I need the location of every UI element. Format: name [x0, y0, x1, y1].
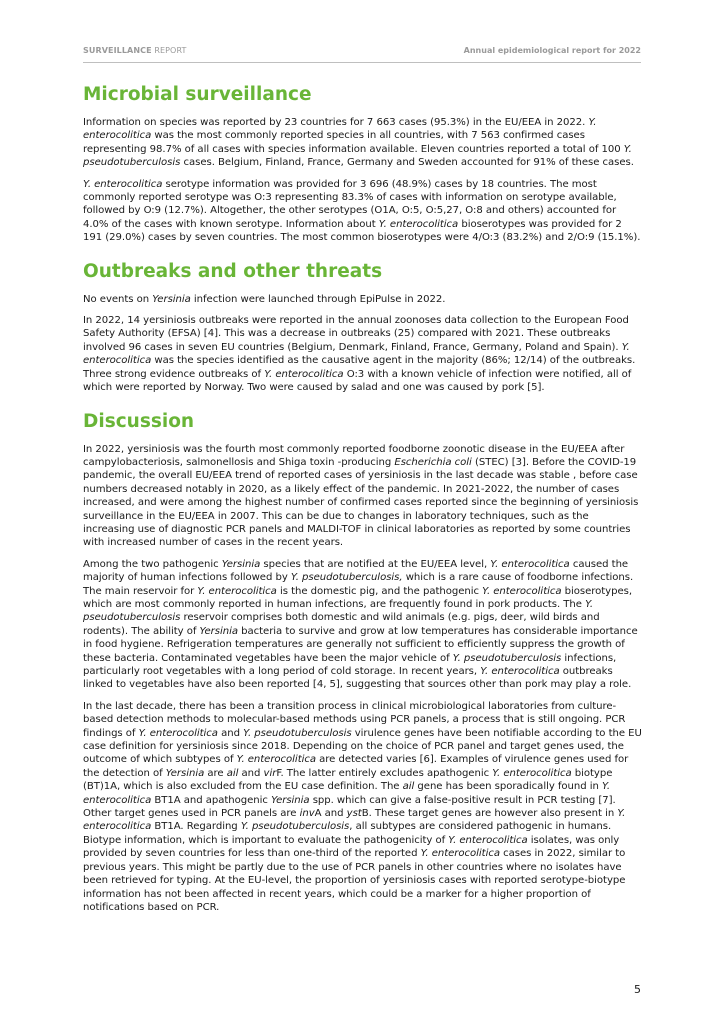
italic-term: Y. pseudotuberculosis	[83, 598, 594, 624]
italic-term: Y. enterocolitica	[236, 754, 316, 766]
italic-term: Y. pseudotuberculosis	[83, 143, 632, 169]
report-title-label: Annual epidemiological report for 2022	[463, 46, 641, 55]
report-type-bold: SURVEILLANCE	[83, 46, 152, 55]
paragraph: No events on Yersinia infection were launched through EpiPulse in 2022.	[83, 293, 446, 305]
italic-term: inv	[299, 808, 315, 820]
paragraph: In 2022, 14 yersiniosis outbreaks were reported in the annual zoonoses data collection to the European Food Safety Authority (EFSA) [4]. This was a decrease in outbreaks (25) compared with 2021. These outbreaks involved 96 cases in seven EU countries (Belgium, Denmark, Finland, France, Germany, Poland and Spain). Y. enterocolitica was the species identified as the causative agent in the majority (86%; 12/14) of the outbreaks. Three strong evidence outbreaks of Y. enterocolitica O:3 with a known vehicle of infection were notified, all of which were reported by Norway. Two were caused by salad and one was caused by pork [5].	[83, 315, 636, 394]
page-number: 5	[634, 983, 641, 996]
italic-term: Y. enterocolitica	[420, 848, 500, 860]
paragraph: Among the two pathogenic Yersinia species that are notified at the EU/EEA level, Y. enterocolitica caused the majority of human infections followed by Y. pseudotuberculosis, which is a rare cause of foodborne infections. The main reservoir for Y. enterocolitica is the domestic pig, and the pathogenic Y. enterocolitica bioserotypes, which are most commonly reported in human infections, are frequently found in pork products. The Y. pseudotuberculosis reservoir comprises both domestic and wild animals (e.g. pigs, deer, wild birds and rodents). The ability of Yersinia bacteria to survive and grow at low temperatures has considerable importance in food hygiene. Refrigeration temperatures are generally not sufficient to efficiently suppress the growth of these bacteria. Contaminated vegetables have been the major vehicle of Y. pseudotuberculosis infections, particularly root vegetables with a long period of cold storage. In recent years, Y. enterocolitica outbreaks linked to vegetables have also been reported [4, 5], suggesting that sources other than pork may play a role.	[83, 558, 638, 691]
section-title-discussion: Discussion	[83, 410, 195, 432]
paragraph: In the last decade, there has been a transition process in clinical microbiological laboratories from culture-based detection methods to molecular-based methods using PCR panels, a process that is still ongoing. PCR findings of Y. enterocolitica and Y. pseudotuberculosis virulence genes have been notifiable according to the EU case definition for yersiniosis since 2018. Depending on the choice of PCR panel and target genes used, the outcome of which subtypes of Y. enterocolitica are detected varies [6]. Examples of virulence genes used for the detection of Yersinia are ail and virF. The latter entirely excludes apathogenic Y. enterocolitica biotype (BT)1A, which is also excluded from the EU case definition. The ail gene has been sporadically found in Y. enterocolitica BT1A and apathogenic Yersinia spp. which can give a false-positive result in PCR testing [7]. Other target genes used in PCR panels are invA and ystB. These target genes are however also present in Y. enterocolitica BT1A. Regarding Y. pseudotuberculosis, all subtypes are considered pathogenic in humans. Biotype information, which is important to evaluate the pathogenicity of Y. enterocolitica isolates, was only provided by seven countries for less than one-third of the reported Y. enterocolitica cases in 2022, similar to previous years. This might be partly due to the use of PCR panels in other countries where no isolates have been retrieved for typing. At the EU-level, the proportion of yersiniosis cases with reported serotype-biotype information has not been affected in recent years, which could be a marker for a higher proportion of notifications based on PCR.	[83, 700, 642, 913]
italic-term: Y. enterocolitica	[83, 781, 610, 806]
italic-term: Yersinia	[271, 794, 310, 806]
page-content	[83, 80, 643, 922]
italic-term: Y. enterocolitica	[138, 727, 218, 739]
section-title-microbial-surveillance: Microbial surveillance	[83, 84, 312, 105]
italic-term: Escherichia coli	[394, 456, 472, 468]
section-title-outbreaks: Outbreaks and other threats	[83, 260, 383, 282]
italic-term: ail	[402, 781, 415, 793]
italic-term: Y. enterocolitica	[264, 368, 344, 380]
report-type-light: REPORT	[151, 46, 187, 55]
page-header	[83, 44, 641, 63]
italic-term: Y. enterocolitica	[448, 834, 528, 846]
italic-term: Y. pseudotuberculosis	[243, 727, 352, 739]
paragraph: In 2022, yersiniosis was the fourth most commonly reported foodborne zoonotic disease in the EU/EEA after campylobacteriosis, salmonellosis and Shiga toxin -producing Escherichia coli (STEC) [3]. Before the COVID-19 pandemic, the overall EU/EEA trend of reported cases of yersiniosis in the last decade was stable , before case numbers decreased notably in 2020, as a likely effect of the pandemic. In 2021-2022, the number of cases increased, and were among the highest number of confirmed cases reported since the beginning of yersiniosis surveillance in the EU/EEA in 2007. This can be due to changes in laboratory techniques, such as the increasing use of diagnostic PCR panels and MALDI-TOF in clinical laboratories as reported by some countries with increased number of cases in the recent years.	[83, 443, 639, 549]
report-type-label	[83, 46, 187, 55]
italic-term: Yersinia	[221, 558, 261, 570]
italic-term: Yersinia	[165, 767, 205, 779]
italic-term: Y. enterocolitica	[492, 767, 572, 779]
italic-term: Y. pseudotuberculosis,	[290, 572, 403, 584]
italic-term: Y. enterocolitica	[482, 585, 562, 597]
italic-term: vir	[263, 767, 277, 779]
paragraph: Y. enterocolitica serotype information was provided for 3 696 (48.9%) cases by 18 countries. The most commonly reported serotype was O:3 representing 83.3% of cases with information on serotype available, followed by O:9 (12.7%). Altogether, the other serotypes (O1A, O:5, O:5,27, O:8 and others) accounted for 4.0% of the cases with known serotype. Information about Y. enterocolitica bioserotypes was provided for 2 191 (29.0%) cases by seven countries. The most common bioserotypes were 4/O:3 (83.2%) and 2/O:9 (15.1%).	[83, 178, 641, 244]
italic-term: Y. enterocolitica	[83, 808, 626, 833]
italic-term: yst	[346, 808, 362, 820]
italic-term: Y. pseudotuberculosis	[452, 652, 562, 664]
italic-term: Y. enterocolitica	[83, 178, 163, 190]
italic-term: Y. enterocolitica	[490, 558, 570, 570]
italic-term: Y. enterocolitica	[480, 666, 560, 677]
italic-term: Y. enterocolitica	[83, 117, 597, 142]
paragraph: Information on species was reported by 23 countries for 7 663 cases (95.3%) in the EU/EEA in 2022. Y. enterocolitica was the most commonly reported species in all countries, with 7 563 confirmed cases representing 98.7% of all cases with species information available. Eleven countries reported a total of 100 Y. pseudotuberculosis cases. Belgium, Finland, France, Germany and Sweden accounted for 91% of these cases.	[83, 117, 634, 169]
italic-term: Yersinia	[199, 625, 238, 637]
italic-term: Y. enterocolitica	[83, 341, 630, 367]
italic-term: Yersinia	[152, 293, 191, 305]
italic-term: Y. enterocolitica	[378, 218, 459, 230]
italic-term: Y. pseudotuberculosis	[240, 821, 350, 833]
italic-term: Y. enterocolitica	[197, 585, 277, 597]
italic-term: ail	[226, 767, 239, 779]
